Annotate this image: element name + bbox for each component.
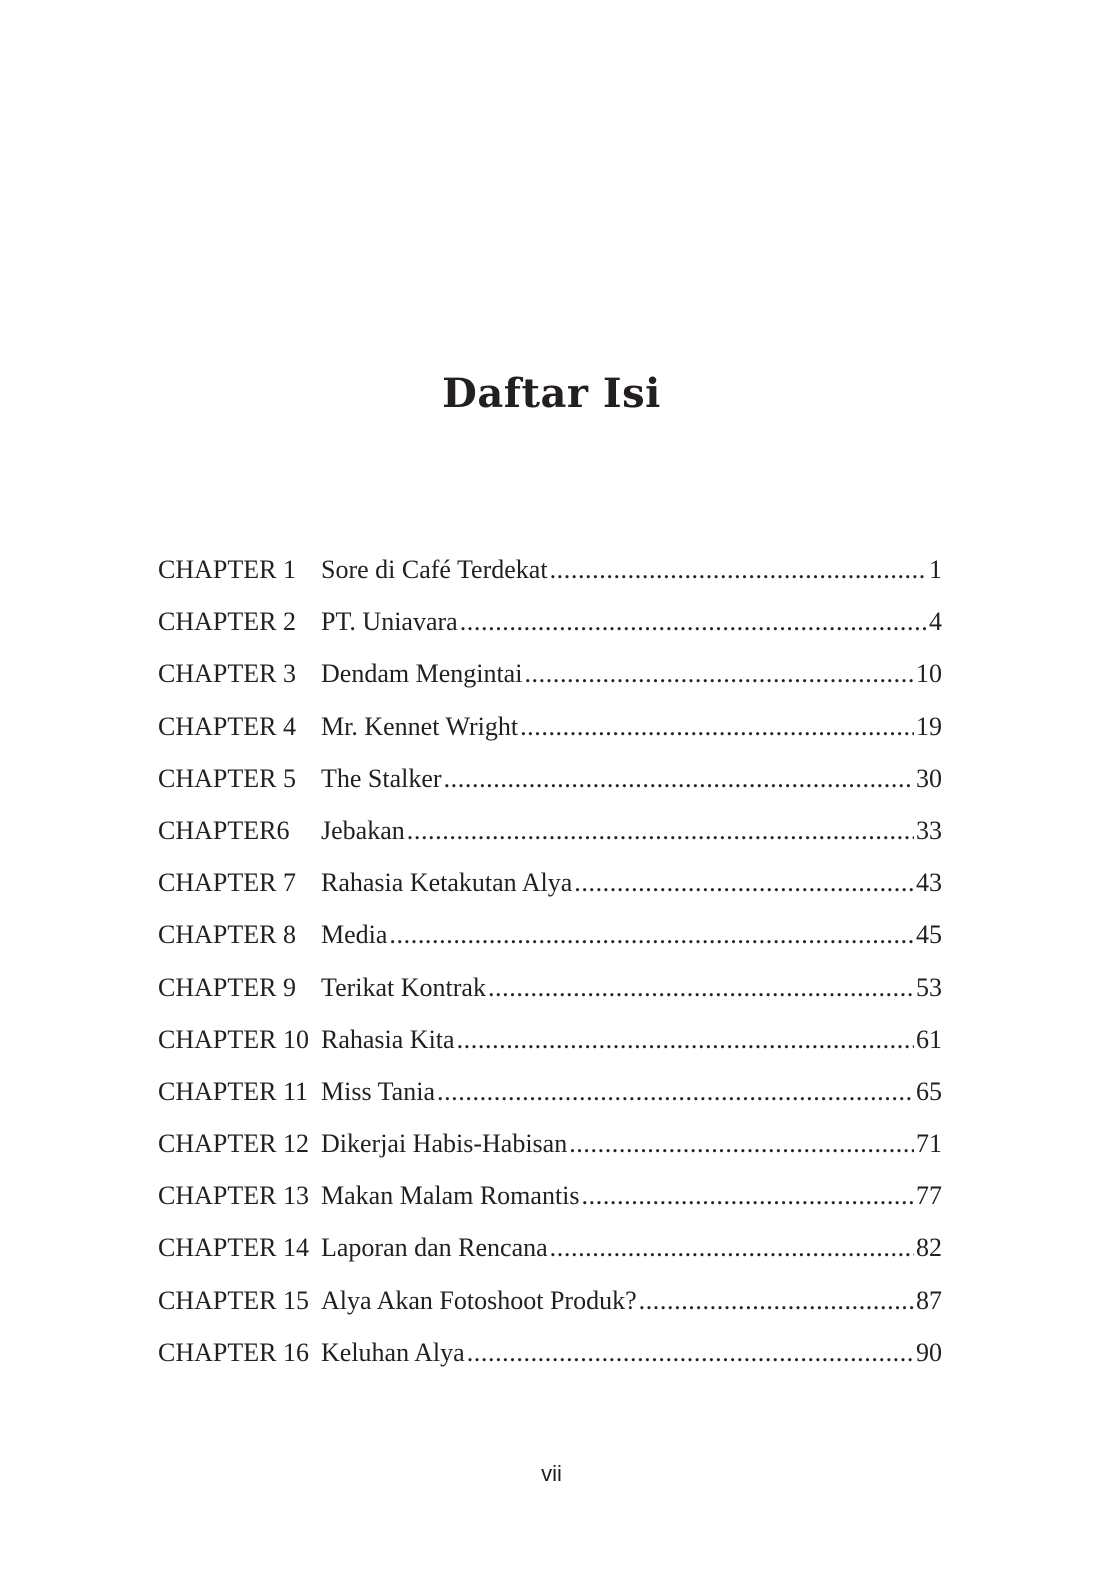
chapter-label: CHAPTER 12 [158, 1129, 309, 1159]
chapter-label: CHAPTER 2 [158, 607, 296, 637]
chapter-title: PT. Uniavara [321, 607, 458, 637]
chapter-page-number: 71 [916, 1129, 942, 1159]
chapter-title: Rahasia Ketakutan Alya [321, 868, 573, 898]
toc-entry[interactable] [158, 1118, 942, 1170]
dot-leader [550, 1222, 914, 1274]
chapter-title: Mr. Kennet Wright [321, 711, 519, 741]
chapter-title: Laporan dan Rencana [321, 1233, 548, 1263]
dot-leader [520, 701, 914, 753]
dot-leader [460, 596, 927, 648]
toc-entry[interactable] [158, 753, 942, 805]
chapter-page-number: 33 [916, 815, 942, 845]
chapter-title: The Stalker [321, 763, 442, 793]
chapter-title: Jebakan [321, 815, 405, 845]
chapter-page-number: 53 [916, 972, 942, 1002]
toc-entry[interactable] [158, 544, 942, 596]
chapter-page-number: 82 [916, 1233, 942, 1263]
chapter-label: CHAPTER 10 [158, 1024, 309, 1054]
chapter-title: Dikerjai Habis-Habisan [321, 1129, 568, 1159]
chapter-title: Alya Akan Fotoshoot Produk? [321, 1285, 637, 1315]
chapter-label: CHAPTER 15 [158, 1285, 309, 1315]
chapter-title: Rahasia Kita [321, 1024, 455, 1054]
chapter-title: Media [321, 920, 388, 950]
chapter-page-number: 30 [916, 763, 942, 793]
dot-leader [444, 753, 914, 805]
chapter-title: Keluhan Alya [321, 1337, 465, 1367]
toc-entry[interactable] [158, 1327, 942, 1379]
toc-entry[interactable] [158, 857, 942, 909]
dot-leader [437, 1066, 914, 1118]
toc-entry[interactable] [158, 596, 942, 648]
dot-leader [582, 1170, 914, 1222]
chapter-page-number: 61 [916, 1024, 942, 1054]
chapter-title: Terikat Kontrak [321, 972, 486, 1002]
toc-entry[interactable] [158, 909, 942, 961]
toc-entry[interactable] [158, 1066, 942, 1118]
toc-entry[interactable] [158, 1170, 942, 1222]
dot-leader [457, 1014, 914, 1066]
chapter-label: CHAPTER 3 [158, 659, 296, 689]
dot-leader [488, 962, 914, 1014]
chapter-page-number: 4 [929, 607, 942, 637]
chapter-label: CHAPTER 9 [158, 972, 296, 1002]
chapter-page-number: 87 [916, 1285, 942, 1315]
chapter-page-number: 1 [929, 555, 942, 584]
table-of-contents [158, 544, 942, 1379]
chapter-label: CHAPTER 4 [158, 711, 296, 741]
chapter-page-number: 90 [916, 1337, 942, 1367]
chapter-page-number: 65 [916, 1076, 942, 1106]
chapter-page-number: 43 [916, 868, 942, 898]
toc-entry[interactable] [158, 805, 942, 857]
dot-leader [639, 1275, 914, 1327]
chapter-label: CHAPTER 16 [158, 1337, 309, 1367]
chapter-label: CHAPTER 1 [158, 555, 296, 584]
chapter-page-number: 19 [916, 711, 942, 741]
chapter-label: CHAPTER 8 [158, 920, 296, 950]
chapter-label: CHAPTER6 [158, 815, 290, 845]
chapter-label: CHAPTER 7 [158, 868, 296, 898]
chapter-page-number: 77 [916, 1181, 942, 1211]
chapter-page-number: 45 [916, 920, 942, 950]
chapter-label: CHAPTER 11 [158, 1076, 308, 1106]
toc-entry[interactable] [158, 701, 942, 753]
dot-leader [524, 648, 914, 700]
chapter-title: Dendam Mengintai [321, 659, 523, 689]
dot-leader [550, 544, 927, 596]
toc-entry[interactable] [158, 648, 942, 700]
toc-entry[interactable] [158, 1275, 942, 1327]
chapter-label: CHAPTER 5 [158, 763, 296, 793]
chapter-title: Miss Tania [321, 1076, 435, 1106]
dot-leader [407, 805, 914, 857]
chapter-label: CHAPTER 14 [158, 1233, 309, 1263]
chapter-title: Sore di Café Terdekat [321, 555, 548, 584]
page-title: Daftar Isi [442, 370, 661, 417]
dot-leader [574, 857, 914, 909]
page-number: vii [541, 1461, 562, 1486]
toc-entry[interactable] [158, 962, 942, 1014]
toc-entry[interactable] [158, 1222, 942, 1274]
chapter-label: CHAPTER 13 [158, 1181, 309, 1211]
toc-entry[interactable] [158, 1014, 942, 1066]
chapter-page-number: 10 [916, 659, 942, 689]
chapter-title: Makan Malam Romantis [321, 1181, 580, 1211]
dot-leader [569, 1118, 914, 1170]
dot-leader [389, 909, 914, 961]
dot-leader [467, 1327, 914, 1379]
